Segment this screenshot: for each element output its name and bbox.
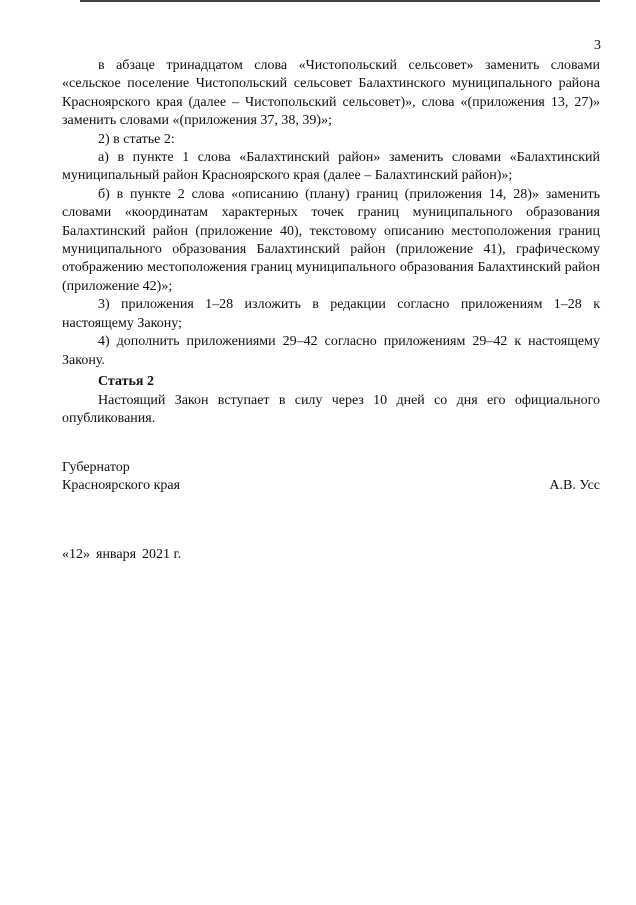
date-month: января [96, 547, 137, 562]
paragraph-item-4: 4) дополнить приложениями 29–42 согласно приложениям 29–42 к настоящему Закону. [62, 334, 600, 368]
paragraph-article-2-intro: 2) в статье 2: [98, 131, 175, 147]
page-number: 3 [594, 38, 601, 53]
amendment-text [62, 57, 600, 370]
paragraph-item-b: б) в пункте 2 слова «описанию (плану) границ (приложения 14, 28)» заменить словами «координатам характерных точек границ муниципального образования Балахтинский район (приложение 40), текстовому описанию местоположения границ муниципального образования Балахтинский район (приложение 41), графическому отображению местоположения границ муниципального образования Балахтинский район (приложение 42)»; [62, 186, 600, 294]
paragraph-abzac-13: в абзаце тринадцатом слова «Чистопольский сельсовет» заменить словами «сельское поселение Чистопольский сельсовет Балахтинского муниципального района Красноярского края (далее – Чистопольский сельсовет)», слова «(приложения 13, 27)» заменить словами «(приложения 37, 38, 39)»; [62, 58, 600, 129]
top-border-line [80, 0, 600, 2]
paragraph-item-a: а) в пункте 1 слова «Балахтинский район» заменить словами «Балахтинский муниципальный район Красноярского края (далее – Балахтинский район)»; [62, 150, 600, 184]
paragraph-item-3: 3) приложения 1–28 изложить в редакции согласно приложениям 1–28 к настоящему Закону; [62, 297, 600, 331]
document-date [62, 547, 181, 563]
signature-block [62, 459, 600, 496]
article-text: Настоящий Закон вступает в силу через 10 дней со дня его официального опубликования. [62, 393, 600, 427]
signatory-title-line2: Красноярского края [62, 478, 181, 494]
signatory-title-line1: Губернатор [62, 460, 130, 475]
date-day: «12» [62, 547, 90, 562]
article-heading: Статья 2 [98, 374, 154, 389]
date-year: 2021 г. [142, 547, 182, 562]
signatory-name: А.В. Усс [549, 478, 600, 494]
